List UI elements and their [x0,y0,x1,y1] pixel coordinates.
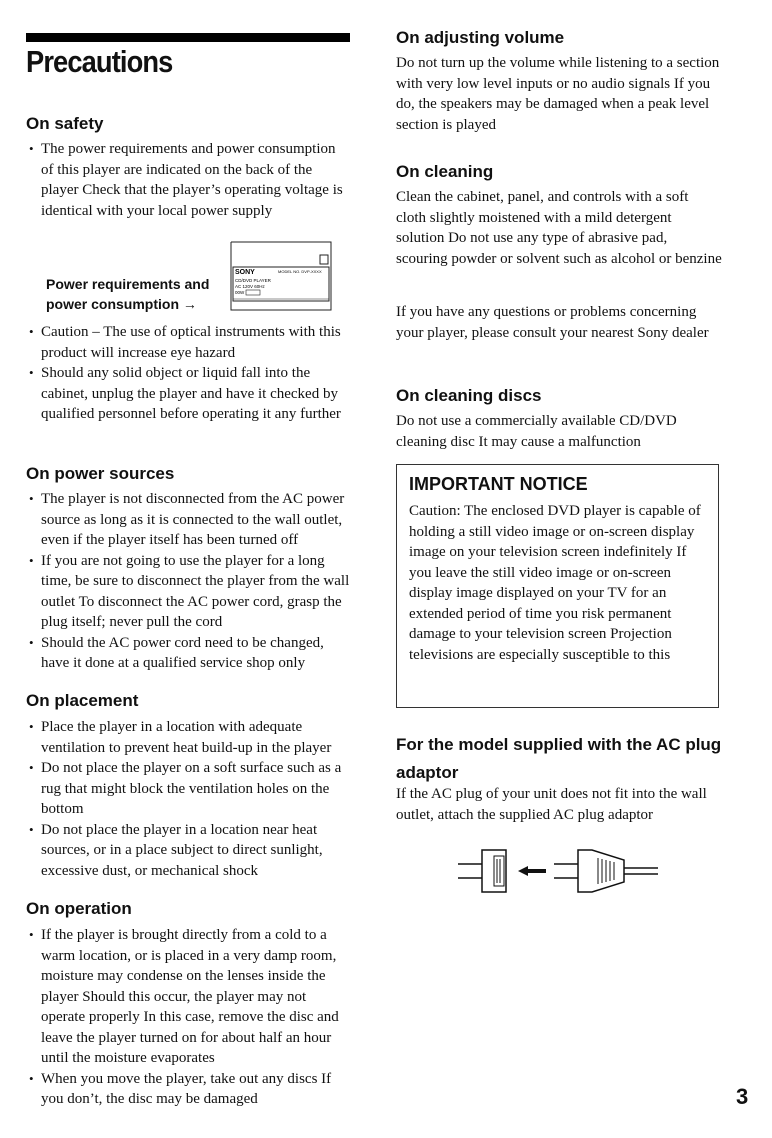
plate-model: MODEL NO. DVP-XXXX [278,269,322,274]
safety-list-2 [26,322,350,425]
volume-text: Do not turn up the volume while listening to a section with very low level inputs or no audio signals If you do, the speakers may be damaged when a peak level section is played [396,55,720,133]
list-item: • Should any solid object or liquid fall into the cabinet, unplug the player and have it checked by qualified personnel before operating it any further [26,363,350,425]
cleaning-text-1: Clean the cabinet, panel, and controls with a soft cloth slightly moistened with a mild detergent solution Do not use any type of abrasive pad, scouring powder or solvent such as alcohol or benzine [396,189,722,267]
operation-list [26,925,350,1110]
heading-on-power-sources: On power sources [26,464,175,483]
heading-on-adjusting-volume: On adjusting volume [396,28,565,47]
discs-text: Do not use a commercially available CD/DVD cleaning disc It may cause a malfunction [396,413,677,450]
list-item: • Should the AC power cord need to be changed, have it done at a qualified service shop only [26,633,350,674]
list-item: • Do not place the player on a soft surface such as a rug that might block the ventilation holes on the bottom [26,758,350,820]
plate-line1: CD/DVD PLAYER [235,278,271,283]
list-item: • The power requirements and power consumption of this player are indicated on the back of the player Check that the player’s operating voltage is identical with your local power supply [26,139,350,221]
notice-text: Caution: The enclosed DVD player is capable of holding a still video image or on-screen display image on your television screen indefinitely If you leave the still video image or on-screen display image displayed on your TV for an extended period of time you risk permanent damage to your television screen Projection televisions are especially susceptible to this [409,503,701,663]
page-number: 3 [736,1084,749,1109]
list-item: • If you are not going to use the player for a long time, be sure to disconnect the player from the wall outlet To disconnect the AC power cord, grasp the plug itself; never pull the cord [26,551,350,633]
heading-ac-plug-adaptor: For the model supplied with the AC plug adaptor [396,735,722,782]
heading-on-operation: On operation [26,899,132,918]
list-item: • Caution – The use of optical instruments with this product will increase eye hazard [26,322,350,363]
plate-brand: SONY [235,269,255,276]
list-item: • If the player is brought directly from a cold to a warm location, or is placed in a very damp room, moisture may condense on the lenses inside the player Should this occur, the player may not operate properly In this case, remove the disc and leave the player turned on for about half an hour until the moisture evaporates [26,925,350,1069]
placement-list [26,717,350,881]
plate-label: Power requirements and power consumption → [46,276,210,312]
adaptor-text: If the AC plug of your unit does not fit into the wall outlet, attach the supplied AC plug adaptor [396,786,707,823]
title-rule [26,33,350,42]
list-item: • Place the player in a location with adequate ventilation to prevent heat build-up in the player [26,717,350,758]
important-notice-box [396,464,719,708]
rating-plate-illustration [230,241,332,311]
heading-on-safety: On safety [26,114,104,133]
notice-heading: IMPORTANT NOTICE [409,474,588,494]
heading-on-cleaning: On cleaning [396,162,494,181]
plate-line3: 00W [235,290,245,295]
list-item: • The player is not disconnected from the AC power source as long as it is connected to the wall outlet, even if the player itself has been turned off [26,489,350,551]
list-item: • When you move the player, take out any discs If you don’t, the disc may be damaged [26,1069,350,1110]
heading-on-placement: On placement [26,691,139,710]
list-item: • Do not place the player in a location near heat sources, or in a place subject to direct sunlight, excessive dust, or mechanical shock [26,820,350,882]
page-title: Precautions [26,44,173,79]
cleaning-text-2: If you have any questions or problems concerning your player, please consult your nearest Sony dealer [396,304,709,341]
plate-line2: AC 120V 60Hz [235,284,265,289]
plug-adaptor-illustration [454,844,660,896]
safety-list-1 [26,139,350,221]
heading-on-cleaning-discs: On cleaning discs [396,386,542,405]
power-list [26,489,350,674]
